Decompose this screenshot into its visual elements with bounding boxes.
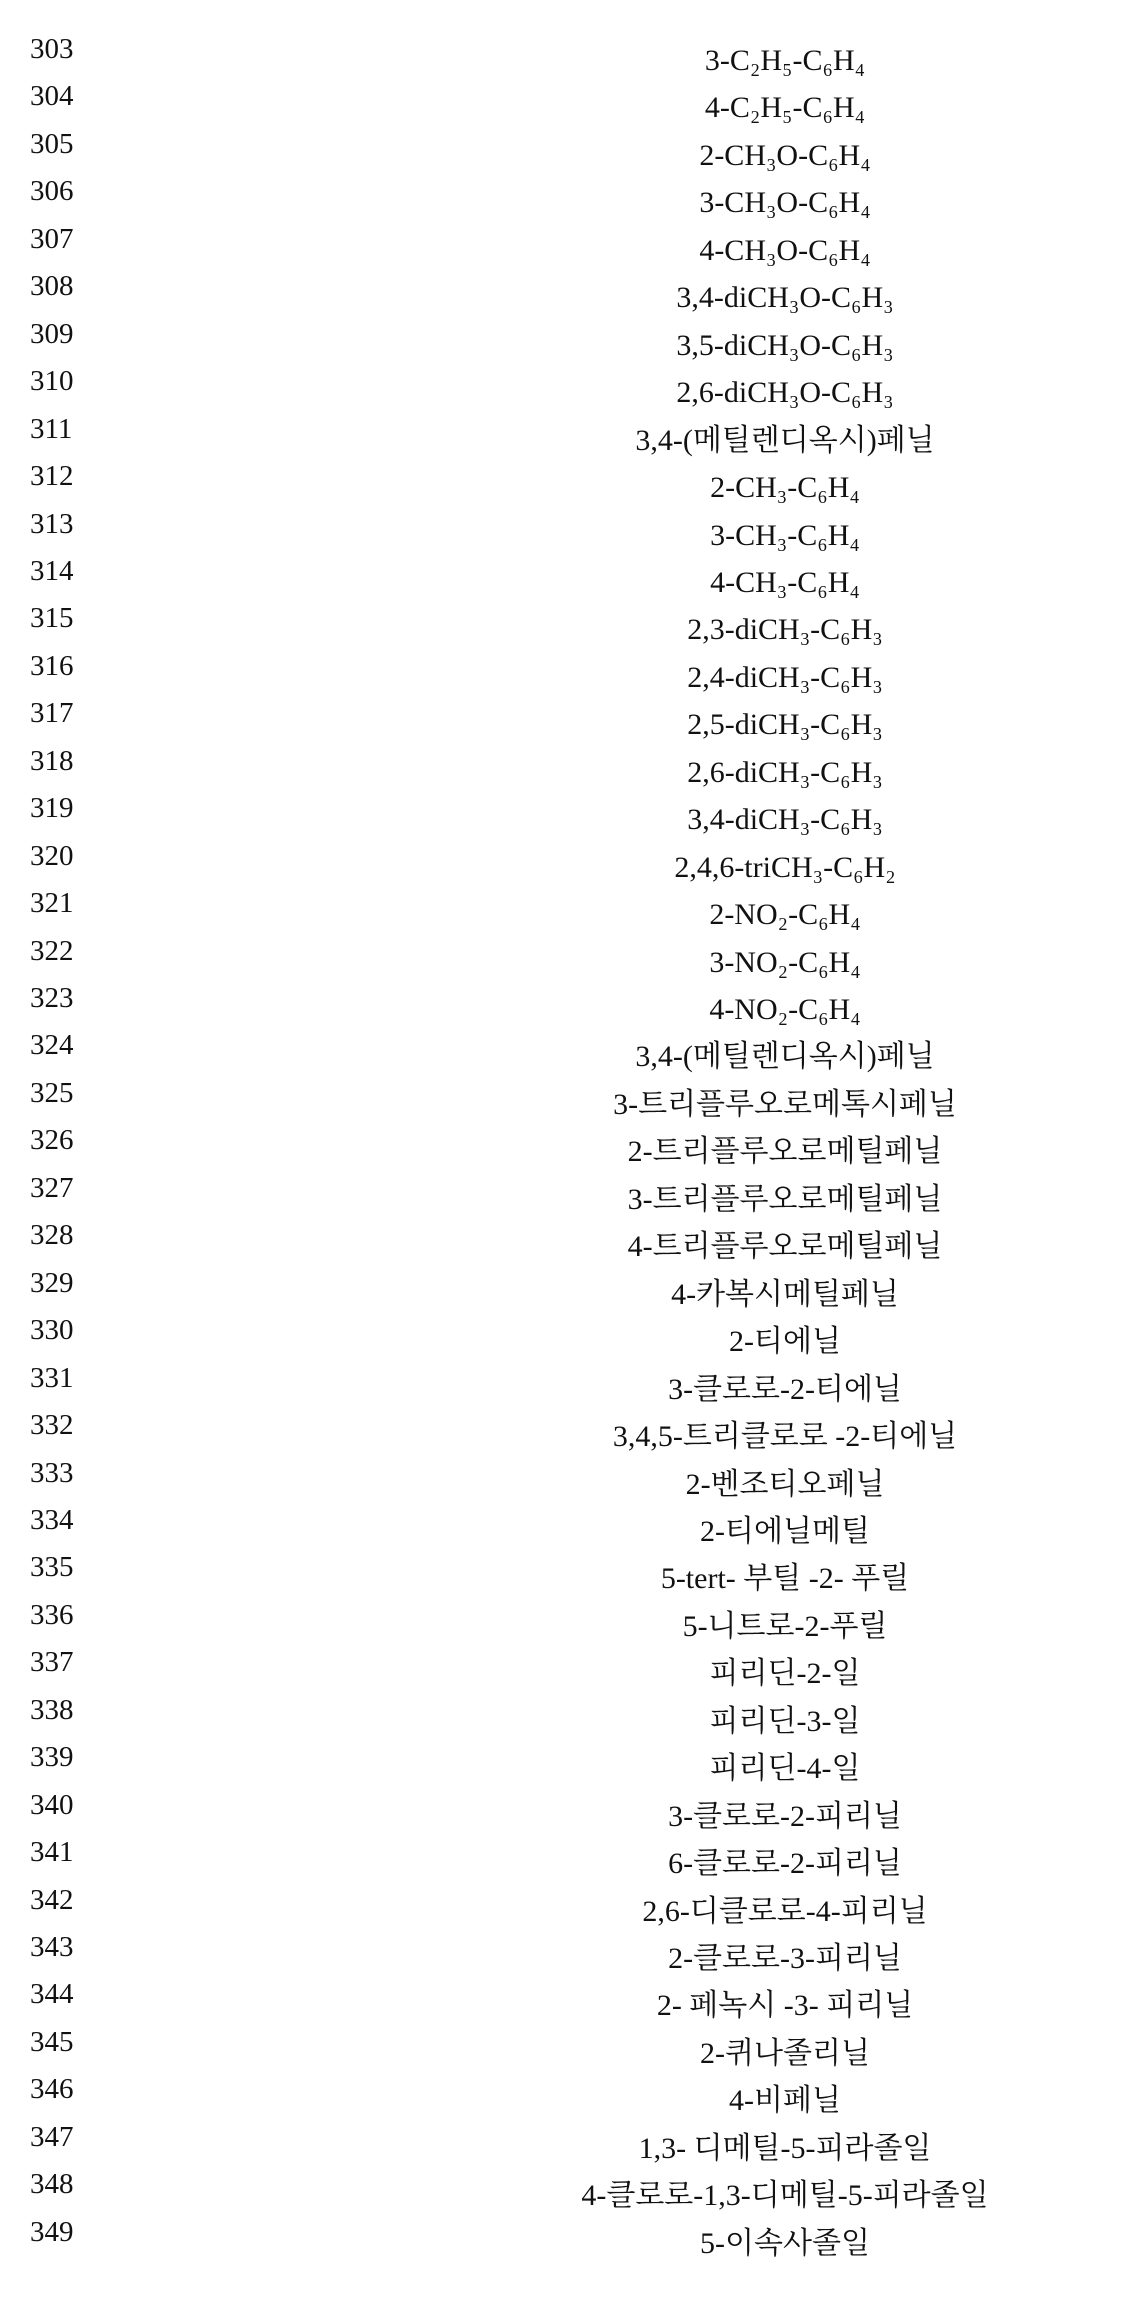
compound-number: 349 xyxy=(30,2215,74,2249)
compound-substituent: 4-클로로-1,3-디메틸-5-피라졸일 xyxy=(385,2177,1122,2215)
table-row xyxy=(0,1361,1122,1408)
compound-number: 341 xyxy=(30,1835,74,1869)
table-row xyxy=(0,412,1122,459)
compound-substituent: 3,4-(메틸렌디옥시)페닐 xyxy=(385,1038,1122,1076)
table-row xyxy=(0,744,1122,791)
compound-substituent: 2,3-diCH₃-C₆H₃ xyxy=(385,611,1122,649)
compound-substituent: 5-이속사졸일 xyxy=(385,2225,1122,2263)
table-row xyxy=(0,1550,1122,1597)
table-row xyxy=(0,1266,1122,1313)
compound-number: 309 xyxy=(30,317,74,351)
compound-substituent: 2-트리플루오로메틸페닐 xyxy=(385,1133,1122,1171)
table-row xyxy=(0,649,1122,696)
compound-substituent: 4-CH₃-C₆H₄ xyxy=(385,564,1122,602)
compound-number: 306 xyxy=(30,174,74,208)
compound-number: 326 xyxy=(30,1123,74,1157)
compound-substituent: 2-NO₂-C₆H₄ xyxy=(385,896,1122,934)
compound-substituent: 1,3- 디메틸-5-피라졸일 xyxy=(385,2130,1122,2168)
table-row xyxy=(0,1408,1122,1455)
table-row xyxy=(0,1123,1122,1170)
table-row xyxy=(0,174,1122,221)
table-row xyxy=(0,1076,1122,1123)
compound-number: 334 xyxy=(30,1503,74,1537)
table-row xyxy=(0,222,1122,269)
compound-substituent: 4-카복시메틸페닐 xyxy=(385,1276,1122,1314)
compound-number: 338 xyxy=(30,1693,74,1727)
table-row xyxy=(0,1171,1122,1218)
compound-number: 335 xyxy=(30,1550,74,1584)
compound-substituent: 3,4-diCH₃O-C₆H₃ xyxy=(385,279,1122,317)
table-row xyxy=(0,601,1122,648)
compound-substituent: 3-트리플루오로메톡시페닐 xyxy=(385,1086,1122,1124)
compound-number: 327 xyxy=(30,1171,74,1205)
compound-number: 333 xyxy=(30,1456,74,1490)
compound-number: 316 xyxy=(30,649,74,683)
table-row xyxy=(0,127,1122,174)
compound-substituent: 3-C₂H₅-C₆H₄ xyxy=(385,42,1122,80)
compound-substituent: 3,5-diCH₃O-C₆H₃ xyxy=(385,327,1122,365)
compound-number: 311 xyxy=(30,412,72,446)
compound-number: 339 xyxy=(30,1740,74,1774)
compound-number: 303 xyxy=(30,32,74,66)
compound-number: 344 xyxy=(30,1977,74,2011)
compound-substituent: 피리딘-4-일 xyxy=(385,1750,1122,1788)
compound-number: 320 xyxy=(30,839,74,873)
compound-number: 337 xyxy=(30,1645,74,1679)
table-row xyxy=(0,1313,1122,1360)
table-row xyxy=(0,1028,1122,1075)
compound-substituent: 2-티에닐메틸 xyxy=(385,1513,1122,1551)
compound-substituent: 2,4-diCH₃-C₆H₃ xyxy=(385,659,1122,697)
compound-substituent: 2- 페녹시 -3- 피리닐 xyxy=(385,1987,1122,2025)
compound-number: 305 xyxy=(30,127,74,161)
compound-substituent: 2-벤조티오페닐 xyxy=(385,1466,1122,1504)
compound-number: 329 xyxy=(30,1266,74,1300)
compound-number: 345 xyxy=(30,2025,74,2059)
table-row xyxy=(0,1930,1122,1977)
compound-substituent: 4-CH₃O-C₆H₄ xyxy=(385,232,1122,270)
table-row xyxy=(0,2215,1122,2262)
table-row xyxy=(0,886,1122,933)
table-row xyxy=(0,696,1122,743)
compound-number: 348 xyxy=(30,2167,74,2201)
table-row xyxy=(0,2025,1122,2072)
table-row xyxy=(0,981,1122,1028)
compound-substituent: 2-CH₃-C₆H₄ xyxy=(385,469,1122,507)
compound-number: 315 xyxy=(30,601,74,635)
compound-number: 323 xyxy=(30,981,74,1015)
compound-number: 317 xyxy=(30,696,74,730)
compound-number: 328 xyxy=(30,1218,74,1252)
compound-substituent: 5-tert- 부틸 -2- 푸릴 xyxy=(385,1560,1122,1598)
compound-substituent: 2,6-디클로로-4-피리닐 xyxy=(385,1893,1122,1931)
compound-number: 340 xyxy=(30,1788,74,1822)
compound-substituent: 3,4-diCH₃-C₆H₃ xyxy=(385,801,1122,839)
compound-number: 313 xyxy=(30,507,74,541)
compound-substituent: 3-트리플루오로메틸페닐 xyxy=(385,1181,1122,1219)
table-row xyxy=(0,1788,1122,1835)
table-row xyxy=(0,269,1122,316)
table-row xyxy=(0,79,1122,126)
compound-substituent: 4-트리플루오로메틸페닐 xyxy=(385,1228,1122,1266)
compound-number: 343 xyxy=(30,1930,74,1964)
table-row xyxy=(0,459,1122,506)
compound-number: 330 xyxy=(30,1313,74,1347)
compound-substituent: 2-퀴나졸리닐 xyxy=(385,2035,1122,2073)
compound-number: 321 xyxy=(30,886,74,920)
compound-substituent: 4-C₂H₅-C₆H₄ xyxy=(385,89,1122,127)
compound-number: 310 xyxy=(30,364,74,398)
compound-substituent: 2-클로로-3-피리닐 xyxy=(385,1940,1122,1978)
table-row xyxy=(0,934,1122,981)
compound-number: 307 xyxy=(30,222,74,256)
table-row xyxy=(0,317,1122,364)
compound-substituent: 3-NO₂-C₆H₄ xyxy=(385,944,1122,982)
compound-number: 332 xyxy=(30,1408,74,1442)
table-row xyxy=(0,507,1122,554)
table-row xyxy=(0,1503,1122,1550)
compound-substituent: 3-CH₃O-C₆H₄ xyxy=(385,184,1122,222)
compound-number: 331 xyxy=(30,1361,74,1395)
compound-substituent: 2-CH₃O-C₆H₄ xyxy=(385,137,1122,175)
table-row xyxy=(0,1883,1122,1930)
compound-substituent: 2,6-diCH₃-C₆H₃ xyxy=(385,754,1122,792)
table-row xyxy=(0,2120,1122,2167)
table-row xyxy=(0,364,1122,411)
compound-substituent: 4-NO₂-C₆H₄ xyxy=(385,991,1122,1029)
table-row xyxy=(0,791,1122,838)
compound-substituent: 3,4-(메틸렌디옥시)페닐 xyxy=(385,422,1122,460)
table-row xyxy=(0,32,1122,79)
compound-number: 308 xyxy=(30,269,74,303)
table-row xyxy=(0,554,1122,601)
compound-substituent: 3-클로로-2-티에닐 xyxy=(385,1371,1122,1409)
compound-number: 342 xyxy=(30,1883,74,1917)
compound-number: 325 xyxy=(30,1076,74,1110)
compound-number: 312 xyxy=(30,459,74,493)
compound-substituent: 3-클로로-2-피리닐 xyxy=(385,1798,1122,1836)
table-row xyxy=(0,839,1122,886)
compound-number: 346 xyxy=(30,2072,74,2106)
compound-substituent: 6-클로로-2-피리닐 xyxy=(385,1845,1122,1883)
table-row xyxy=(0,1693,1122,1740)
table-row xyxy=(0,1456,1122,1503)
compound-number: 324 xyxy=(30,1028,74,1062)
compound-number: 336 xyxy=(30,1598,74,1632)
compound-number: 319 xyxy=(30,791,74,825)
table-row xyxy=(0,1645,1122,1692)
compound-substituent: 피리딘-2-일 xyxy=(385,1655,1122,1693)
compound-number: 304 xyxy=(30,79,74,113)
table-row xyxy=(0,2072,1122,2119)
compound-substituent: 2,5-diCH₃-C₆H₃ xyxy=(385,706,1122,744)
compound-number: 318 xyxy=(30,744,74,778)
compound-number: 347 xyxy=(30,2120,74,2154)
table-row xyxy=(0,1218,1122,1265)
table-row xyxy=(0,1977,1122,2024)
compound-substituent: 2,6-diCH₃O-C₆H₃ xyxy=(385,374,1122,412)
compound-substituent: 3-CH₃-C₆H₄ xyxy=(385,517,1122,555)
compound-substituent: 2,4,6-triCH₃-C₆H₂ xyxy=(385,849,1122,887)
table-row xyxy=(0,2167,1122,2214)
table-row xyxy=(0,1740,1122,1787)
compound-substituent: 3,4,5-트리클로로 -2-티에닐 xyxy=(385,1418,1122,1456)
compound-number: 314 xyxy=(30,554,74,588)
compound-substituent: 5-니트로-2-푸릴 xyxy=(385,1608,1122,1646)
table-row xyxy=(0,1598,1122,1645)
compound-substituent: 2-티에닐 xyxy=(385,1323,1122,1361)
compound-number: 322 xyxy=(30,934,74,968)
compound-substituent: 4-비페닐 xyxy=(385,2082,1122,2120)
compound-substituent: 피리딘-3-일 xyxy=(385,1703,1122,1741)
table-row xyxy=(0,1835,1122,1882)
